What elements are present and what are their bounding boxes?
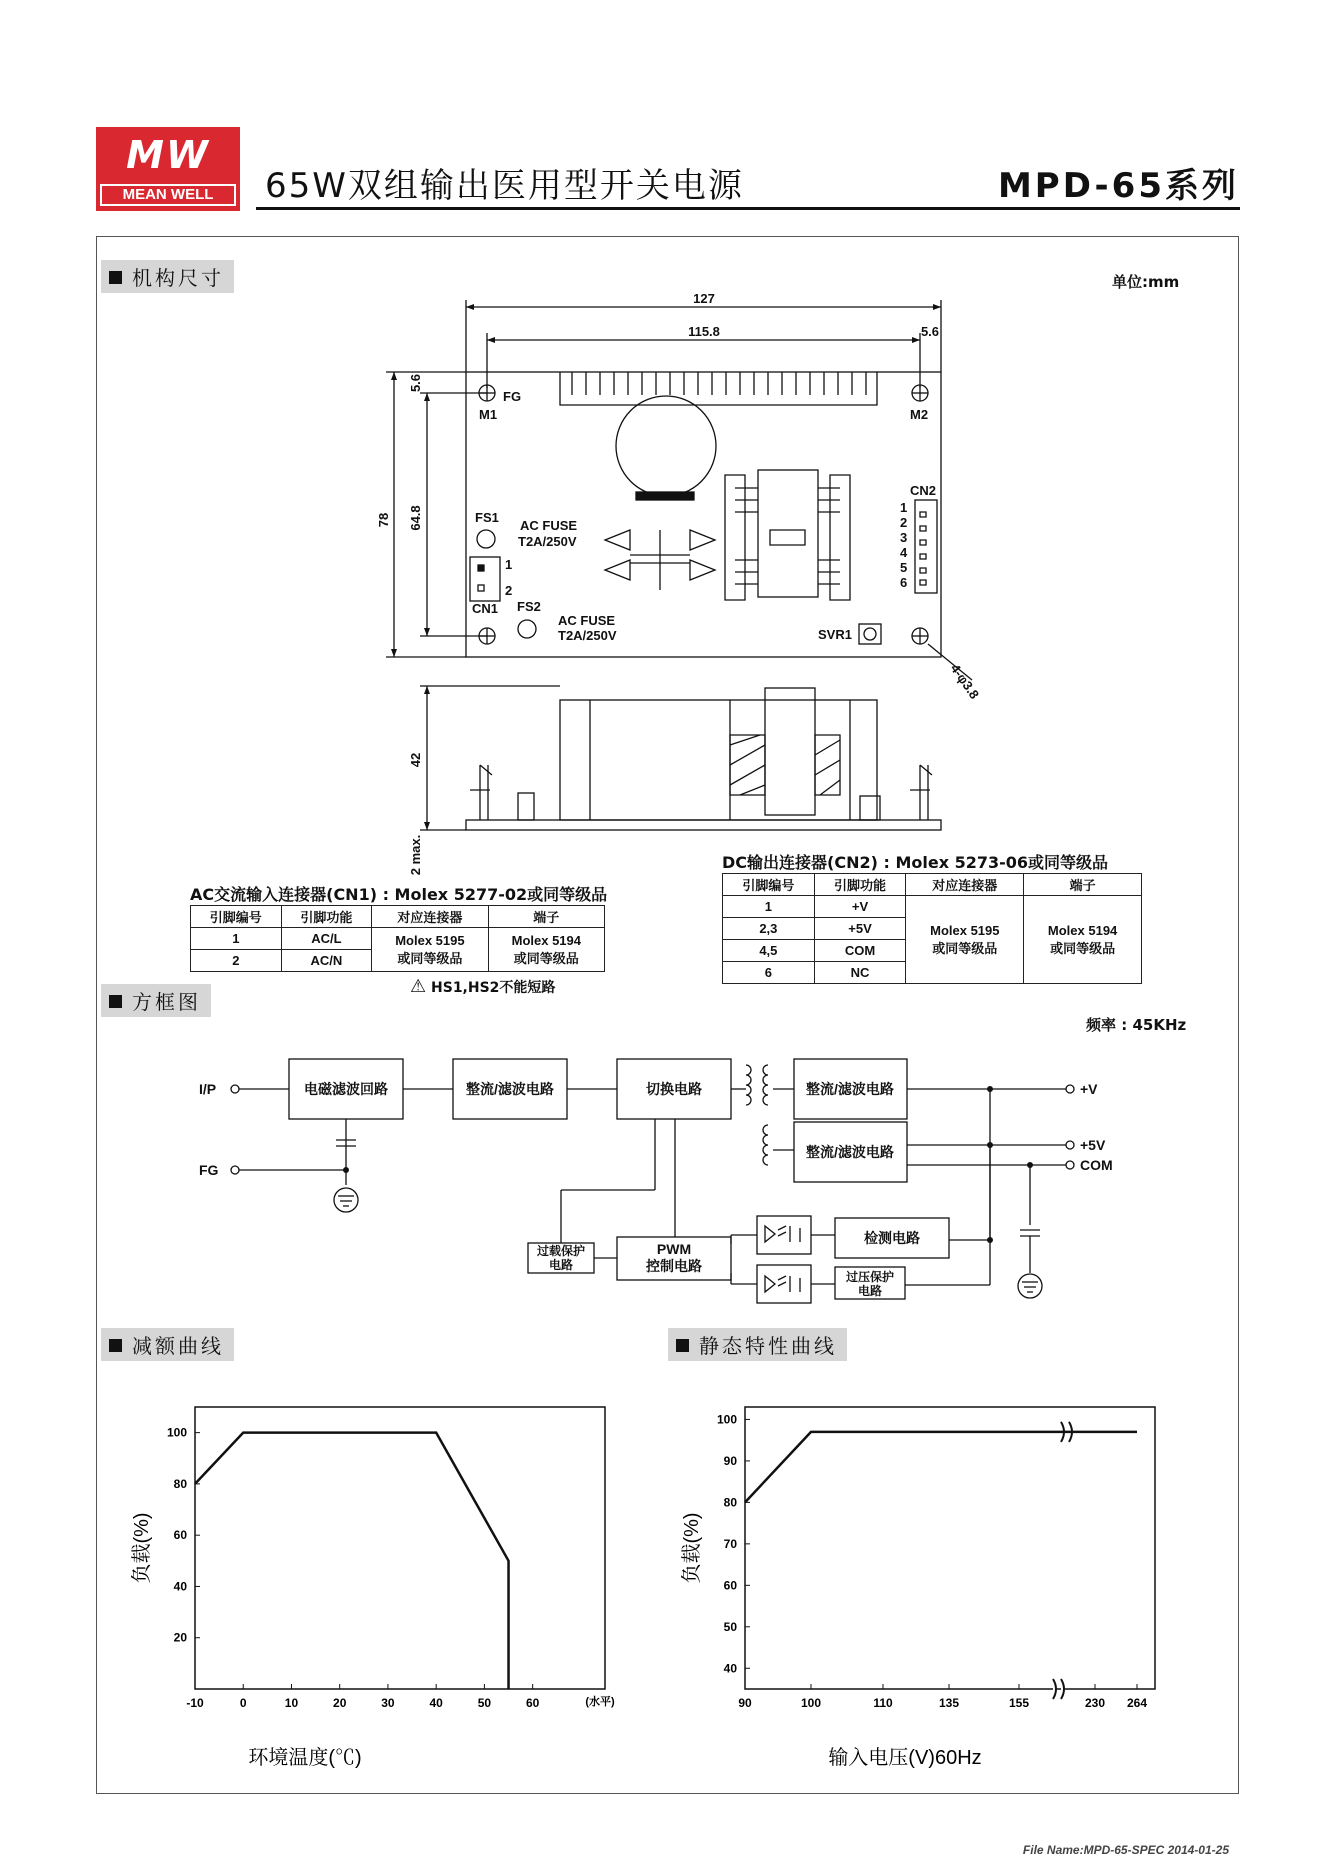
x-tick-label: 0: [239, 1696, 247, 1710]
y-tick-label: 20: [173, 1630, 187, 1645]
y-tick-label: 50: [723, 1619, 737, 1634]
section-static-title: 静态特性曲线: [699, 1334, 837, 1358]
block-switching: 切换电路: [646, 1081, 702, 1097]
x-tick-label: 60: [525, 1696, 540, 1710]
x-axis-title: 输入电压(V)60Hz: [828, 1747, 982, 1769]
cn2-caption: DC输出连接器(CN2) : Molex 5273-06或同等级品: [722, 853, 1109, 872]
cn2-table: [722, 873, 1142, 984]
unit-label: 单位:mm: [1112, 273, 1180, 291]
x-tick-label: 264: [1126, 1696, 1148, 1710]
block-ovp-a: 过压保护: [845, 1270, 895, 1284]
y-tick-label: 80: [723, 1495, 737, 1510]
label-svr1: SVR1: [818, 627, 852, 642]
section-square-icon: [109, 995, 122, 1008]
label-ip: I/P: [199, 1081, 217, 1097]
out-com: COM: [1080, 1157, 1113, 1173]
cn2-header: 对应连接器: [906, 874, 1024, 896]
short-warning: [410, 976, 555, 997]
block-emi: 电磁滤波回路: [304, 1081, 388, 1097]
cn1-term-b: 或同等级品: [513, 950, 579, 966]
x-tick-label: -10: [186, 1696, 204, 1710]
cn2-mate: [906, 896, 1024, 984]
cn1-header: 端子: [488, 906, 604, 928]
block-olp-b: 电路: [548, 1258, 574, 1272]
section-static: [668, 1328, 847, 1361]
y-tick-label: 90: [723, 1453, 737, 1468]
y-axis-title: 负载(%): [131, 1512, 153, 1584]
plot-frame: [745, 1407, 1155, 1689]
block-pwm-a: PWM: [656, 1241, 692, 1257]
cn2-pin: 1: [723, 896, 815, 918]
mechanical-drawing: [0, 0, 1325, 876]
cn2-term: [1024, 896, 1142, 984]
x-tick-label: 30: [381, 1696, 395, 1710]
label-cn1-p1: 1: [505, 557, 513, 572]
label-fuse1-a: AC FUSE: [520, 518, 578, 533]
label-fg: FG: [199, 1162, 219, 1178]
x-tick-label: 155: [1008, 1696, 1030, 1710]
y-tick-label: 100: [166, 1425, 187, 1440]
x-tick-label: 40: [429, 1696, 443, 1710]
static-chart: [670, 1390, 1190, 1769]
label-cn2: CN2: [910, 483, 937, 498]
label-cn2-pin5: 5: [900, 560, 908, 575]
section-derating: [101, 1328, 234, 1361]
cn2-header: 端子: [1024, 874, 1142, 896]
out-v: +V: [1080, 1081, 1098, 1097]
y-tick-label: 60: [173, 1528, 187, 1543]
block-rectifier-2: 整流/滤波电路: [806, 1081, 894, 1097]
y-tick-label: 70: [723, 1536, 737, 1551]
block-rectifier-1: 整流/滤波电路: [466, 1081, 554, 1097]
y-tick-label: 100: [716, 1412, 737, 1427]
cn2-term-a: Molex 5194: [1047, 922, 1118, 938]
static-line: [745, 1432, 1137, 1503]
section-square-icon: [676, 1339, 689, 1352]
cn1-header: 引脚编号: [191, 906, 282, 928]
label-cn2-pin4: 4: [900, 545, 908, 560]
x-tick-label: 230: [1084, 1696, 1106, 1710]
label-m1: M1: [479, 407, 498, 422]
x-axis-title: 环境温度(℃): [248, 1747, 362, 1769]
cn2-pin: 6: [723, 962, 815, 984]
block-olp-a: 过载保护: [536, 1244, 586, 1258]
y-tick-label: 40: [723, 1661, 737, 1676]
cn1-mate-a: Molex 5195: [395, 932, 465, 948]
derating-line: [195, 1433, 509, 1689]
label-fuse1-b: T2A/250V: [518, 534, 577, 549]
cn1-header: 引脚功能: [281, 906, 372, 928]
y-tick-label: 60: [723, 1578, 737, 1593]
cn1-pin: 2: [191, 950, 282, 972]
label-fs1: FS1: [475, 510, 499, 525]
label-cn2-pin3: 3: [900, 530, 908, 545]
out-5v: +5V: [1080, 1137, 1106, 1153]
logo-text: MEAN WELL: [100, 184, 236, 206]
dim-127: 127: [693, 291, 715, 306]
label-fuse2-a: AC FUSE: [558, 613, 616, 628]
warning-icon: ⚠: [410, 976, 427, 997]
cn1-term-a: Molex 5194: [511, 932, 581, 948]
dim-2max: 2 max.: [408, 834, 423, 876]
cn1-pin: 1: [191, 928, 282, 950]
cn2-pin: 4,5: [723, 940, 815, 962]
x-tick-label: 100: [800, 1696, 822, 1710]
series-title: MPD-65系列: [997, 166, 1239, 206]
cn2-term-b: 或同等级品: [1050, 940, 1116, 956]
x-unit-label: (水平): [585, 1696, 615, 1708]
cn1-caption: AC交流输入连接器(CN1) : Molex 5277-02或同等级品: [190, 885, 608, 904]
x-tick-label: 110: [873, 1696, 893, 1710]
section-block: [101, 984, 211, 1017]
label-cn2-pin2: 2: [900, 515, 908, 530]
section-mechanical-title: 机构尺寸: [132, 266, 224, 290]
cn2-mate-b: 或同等级品: [932, 940, 998, 956]
label-cn2-pin1: 1: [900, 500, 908, 515]
cn2-func: COM: [814, 940, 906, 962]
page-title: 65W双组输出医用型开关电源: [265, 166, 744, 206]
x-tick-label: 50: [477, 1696, 492, 1710]
cn2-header: 引脚编号: [723, 874, 815, 896]
dim-5-6-top: 5.6: [920, 324, 940, 339]
x-tick-label: 10: [284, 1696, 299, 1710]
cn1-func: AC/L: [281, 928, 372, 950]
block-detect: 检测电路: [864, 1230, 920, 1246]
block-ovp-b: 电路: [857, 1284, 883, 1298]
x-tick-label: 135: [938, 1696, 960, 1710]
warning-text: HS1,HS2不能短路: [431, 980, 556, 996]
label-fg: FG: [503, 389, 522, 404]
block-pwm-b: 控制电路: [646, 1258, 702, 1274]
label-cn1: CN1: [472, 601, 499, 616]
cn2-func: NC: [814, 962, 906, 984]
y-tick-label: 40: [173, 1579, 187, 1594]
block-rectifier-3: 整流/滤波电路: [806, 1144, 894, 1160]
x-tick-label: 20: [333, 1696, 347, 1710]
label-m2: M2: [910, 407, 929, 422]
dim-hole: 4-φ3.8: [947, 661, 983, 702]
cn1-term: [488, 928, 604, 972]
cn1-mate-b: 或同等级品: [397, 950, 463, 966]
plot-frame: [195, 1407, 605, 1689]
cn1-header: 对应连接器: [372, 906, 488, 928]
cn2-mate-a: Molex 5195: [930, 922, 1000, 938]
section-square-icon: [109, 1339, 122, 1352]
label-cn2-pin6: 6: [900, 575, 908, 590]
cn2-func: +V: [814, 896, 906, 918]
label-fuse2-b: T2A/250V: [558, 628, 617, 643]
footer-file-name: File Name:MPD-65-SPEC 2014-01-25: [1022, 1843, 1229, 1857]
dim-78: 78: [376, 512, 391, 528]
dim-64-8: 64.8: [408, 505, 423, 531]
dim-5-6-left: 5.6: [408, 373, 423, 393]
cn1-mate: [372, 928, 488, 972]
cn2-pin: 2,3: [723, 918, 815, 940]
label-fs2: FS2: [517, 599, 541, 614]
y-axis-title: 负载(%): [681, 1512, 703, 1584]
cn1-func: AC/N: [281, 950, 372, 972]
cn1-table: [190, 905, 605, 972]
label-cn1-p2: 2: [505, 583, 513, 598]
derating-chart: [120, 1390, 640, 1769]
logo-mark: MW: [126, 133, 210, 177]
switching-frequency: 频率 : 45KHz: [1086, 1016, 1187, 1034]
dim-42: 42: [408, 752, 423, 768]
section-block-title: 方框图: [132, 990, 201, 1014]
dim-115-8: 115.8: [688, 324, 720, 339]
cn2-func: +5V: [814, 918, 906, 940]
x-tick-label: 90: [738, 1696, 752, 1710]
y-tick-label: 80: [173, 1476, 187, 1491]
cn2-header: 引脚功能: [814, 874, 906, 896]
block-diagram: [0, 1030, 1325, 1300]
section-derating-title: 减额曲线: [132, 1334, 224, 1358]
